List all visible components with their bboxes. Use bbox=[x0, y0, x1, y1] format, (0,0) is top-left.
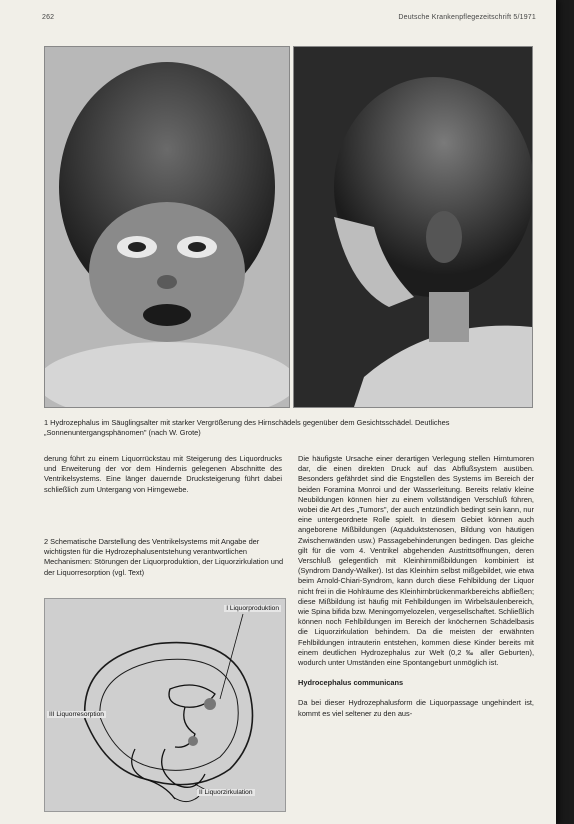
journal-running-title: Deutsche Krankenpflegezeitschrift 5/1971 bbox=[398, 14, 536, 21]
figure2-caption: 2 Schematische Darstellung des Ventrikelsystems mit Angabe der wichtigsten für die Hydrozephalusentstehung verantwortlichen Mechanismen: Störungen der Liquorproduktion, der Liquorzirkulation und der Liquorresorption (vgl. Text) bbox=[44, 537, 284, 577]
infant-front-illustration bbox=[45, 47, 289, 407]
ventricle-schematic bbox=[45, 599, 285, 811]
label-liquorproduktion: I Liquorproduktion bbox=[226, 605, 279, 612]
section-heading: Hydrocephalus communicans bbox=[298, 678, 404, 688]
infant-front-photo bbox=[44, 46, 290, 408]
label-liquorzirkulation: II Liquorzirkulation bbox=[199, 789, 253, 796]
left-column bbox=[44, 454, 282, 495]
ventricle-diagram bbox=[44, 598, 286, 812]
infant-profile-illustration bbox=[294, 47, 532, 407]
page-number: 262 bbox=[42, 14, 55, 21]
label-liquorresorption: III Liquorresorption bbox=[49, 711, 104, 718]
infant-profile-photo bbox=[293, 46, 533, 408]
right-paragraph-2: Da bei dieser Hydrozephalusform die Liquorpassage ungehindert ist, kommt es viel seltener zu den aus- bbox=[298, 698, 534, 718]
left-paragraph-1: derung führt zu einem Liquorrückstau mit Steigerung des Liquordrucks und Erweiterung der vor dem Hindernis gelegenen Abschnitte des Ventrikelsystems. Eine länger dauernde Drucksteigerung führt dabei schließlich zum Untergang von Hirngewebe. bbox=[44, 454, 282, 494]
right-column bbox=[298, 454, 534, 719]
right-paragraph-1: Die häufigste Ursache einer derartigen Verlegung stellen Hirntumoren dar, die einen direkten Druck auf das Abflußsystem ausüben. Besonders gefährdet sind die Engstellen des Systems im Bereich der beiden Foramina Monroi und der Wasserleitung. Bereits relativ kleine Neubildungen können hier zu einem vollständigen Verschluß führen, wobei die Art des „Tumors", der auch entzündlich bedingt sein kann, nur eine untergeordnete Rolle spielt. In diesem Gebiet können auch angeborene Mißbildungen (Aquäduktstenosen, Bildung von häutigen Zwischenwänden usw.) Passagebehinderungen bedingen. Das gleiche gilt für die vom 4. Ventrikel abgehenden Austrittsöffnungen, deren Verschluß gelegentlich mit Kleinhirnmißbildungen kombiniert ist (Syndrom Dandy-Walker). Ist das Kleinhirn selbst mißgebildet, wie etwa beim Arnold-Chiari-Syndrom, kann durch diese Fehlbildung der Liquor nicht frei in die Hohlräume des Kleinhirnbrückenmarkbereichs abfließen; diese Mißbildung ist häufig mit Fehlbildungen im Wirbelsäulenbereich, wie Spina bifida bzw. Meningomyelozelen, vergesellschaftet. Schließlich können noch Fehlbildungen im Bereich der knöchernen Schädelbasis die Liquorzirkulation behindern. Da die meisten der erwähnten Fehlbildungen intrauterin entstehen, kommen diese Kinder bereits mit einem deutlichen Hydrozephalus zur Welt (0,2 ‰ aller Geburten), wodurch unter Umständen eine Spontangeburt unmöglich ist. bbox=[298, 454, 534, 668]
figure1-caption: 1 Hydrozephalus im Säuglingsalter mit starker Vergrößerung des Hirnschädels gegenüber dem Gesichtsschädel. Deutliches „Sonnenuntergangsphänomen" (nach W. Grote) bbox=[44, 418, 450, 437]
